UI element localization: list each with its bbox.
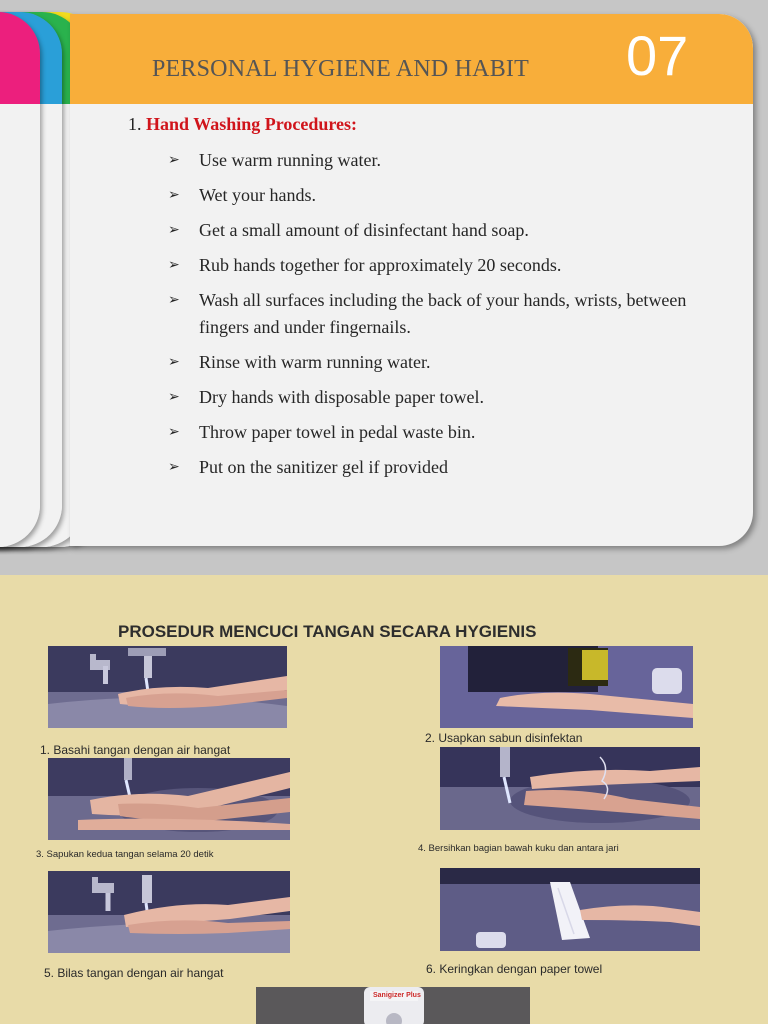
list-item xyxy=(168,252,728,279)
arrow-bullet-icon: ➢ xyxy=(168,389,180,405)
section-number: 1. xyxy=(128,114,142,134)
list-item xyxy=(168,287,728,341)
arrow-bullet-icon: ➢ xyxy=(168,222,180,238)
section-heading xyxy=(128,114,357,135)
list-item xyxy=(168,147,728,174)
step-text: Rinse with warm running water. xyxy=(199,352,431,372)
list-item xyxy=(168,419,728,446)
arrow-bullet-icon: ➢ xyxy=(168,424,180,440)
photo-paper-towel xyxy=(440,868,700,951)
photo-clean-nails xyxy=(440,747,700,830)
bottle-label: Sanigizer Plus xyxy=(373,992,421,999)
poster-title: PROSEDUR MENCUCI TANGAN SECARA HYGIENIS xyxy=(118,622,537,641)
arrow-bullet-icon: ➢ xyxy=(168,292,180,308)
caption-4: 4. Bersihkan bagian bawah kuku dan antara jari xyxy=(418,843,619,854)
list-item xyxy=(168,182,728,209)
step-text: Put on the sanitizer gel if provided xyxy=(199,457,448,477)
step-text: Use warm running water. xyxy=(199,150,381,170)
section-title: Hand Washing Procedures: xyxy=(146,114,358,134)
photo-soap-dispenser xyxy=(440,646,693,728)
photo-rub-hands xyxy=(48,758,290,840)
content-card xyxy=(70,14,753,546)
caption-2: 2. Usapkan sabun disinfektan xyxy=(425,731,583,745)
step-text: Rub hands together for approximately 20 seconds. xyxy=(199,255,562,275)
caption-3: 3. Sapukan kedua tangan selama 20 detik xyxy=(36,849,214,860)
caption-5: 5. Bilas tangan dengan air hangat xyxy=(44,966,224,980)
arrow-bullet-icon: ➢ xyxy=(168,187,180,203)
photo-rinse-hands xyxy=(48,871,290,953)
photo-sanitizer-bottle xyxy=(256,987,530,1024)
arrow-bullet-icon: ➢ xyxy=(168,354,180,370)
arrow-bullet-icon: ➢ xyxy=(168,459,180,475)
step-text: Wash all surfaces including the back of your hands, wrists, between fingers and under fingernails. xyxy=(199,290,687,337)
step-text: Dry hands with disposable paper towel. xyxy=(199,387,484,407)
list-item xyxy=(168,349,728,376)
list-item xyxy=(168,217,728,244)
list-item xyxy=(168,384,728,411)
step-text: Wet your hands. xyxy=(199,185,317,205)
caption-6: 6. Keringkan dengan paper towel xyxy=(426,962,603,976)
tab-pink xyxy=(0,12,40,547)
step-list xyxy=(168,147,728,489)
slide-title: PERSONAL HYGIENE AND HABIT xyxy=(152,56,529,82)
photo-wet-hands xyxy=(48,646,287,728)
poster xyxy=(0,575,768,1024)
slide-number: 07 xyxy=(626,24,689,87)
arrow-bullet-icon: ➢ xyxy=(168,257,180,273)
step-text: Get a small amount of disinfectant hand soap. xyxy=(199,220,529,240)
arrow-bullet-icon: ➢ xyxy=(168,152,180,168)
caption-1: 1. Basahi tangan dengan air hangat xyxy=(40,743,231,757)
list-item xyxy=(168,454,728,481)
step-text: Throw paper towel in pedal waste bin. xyxy=(199,422,476,442)
